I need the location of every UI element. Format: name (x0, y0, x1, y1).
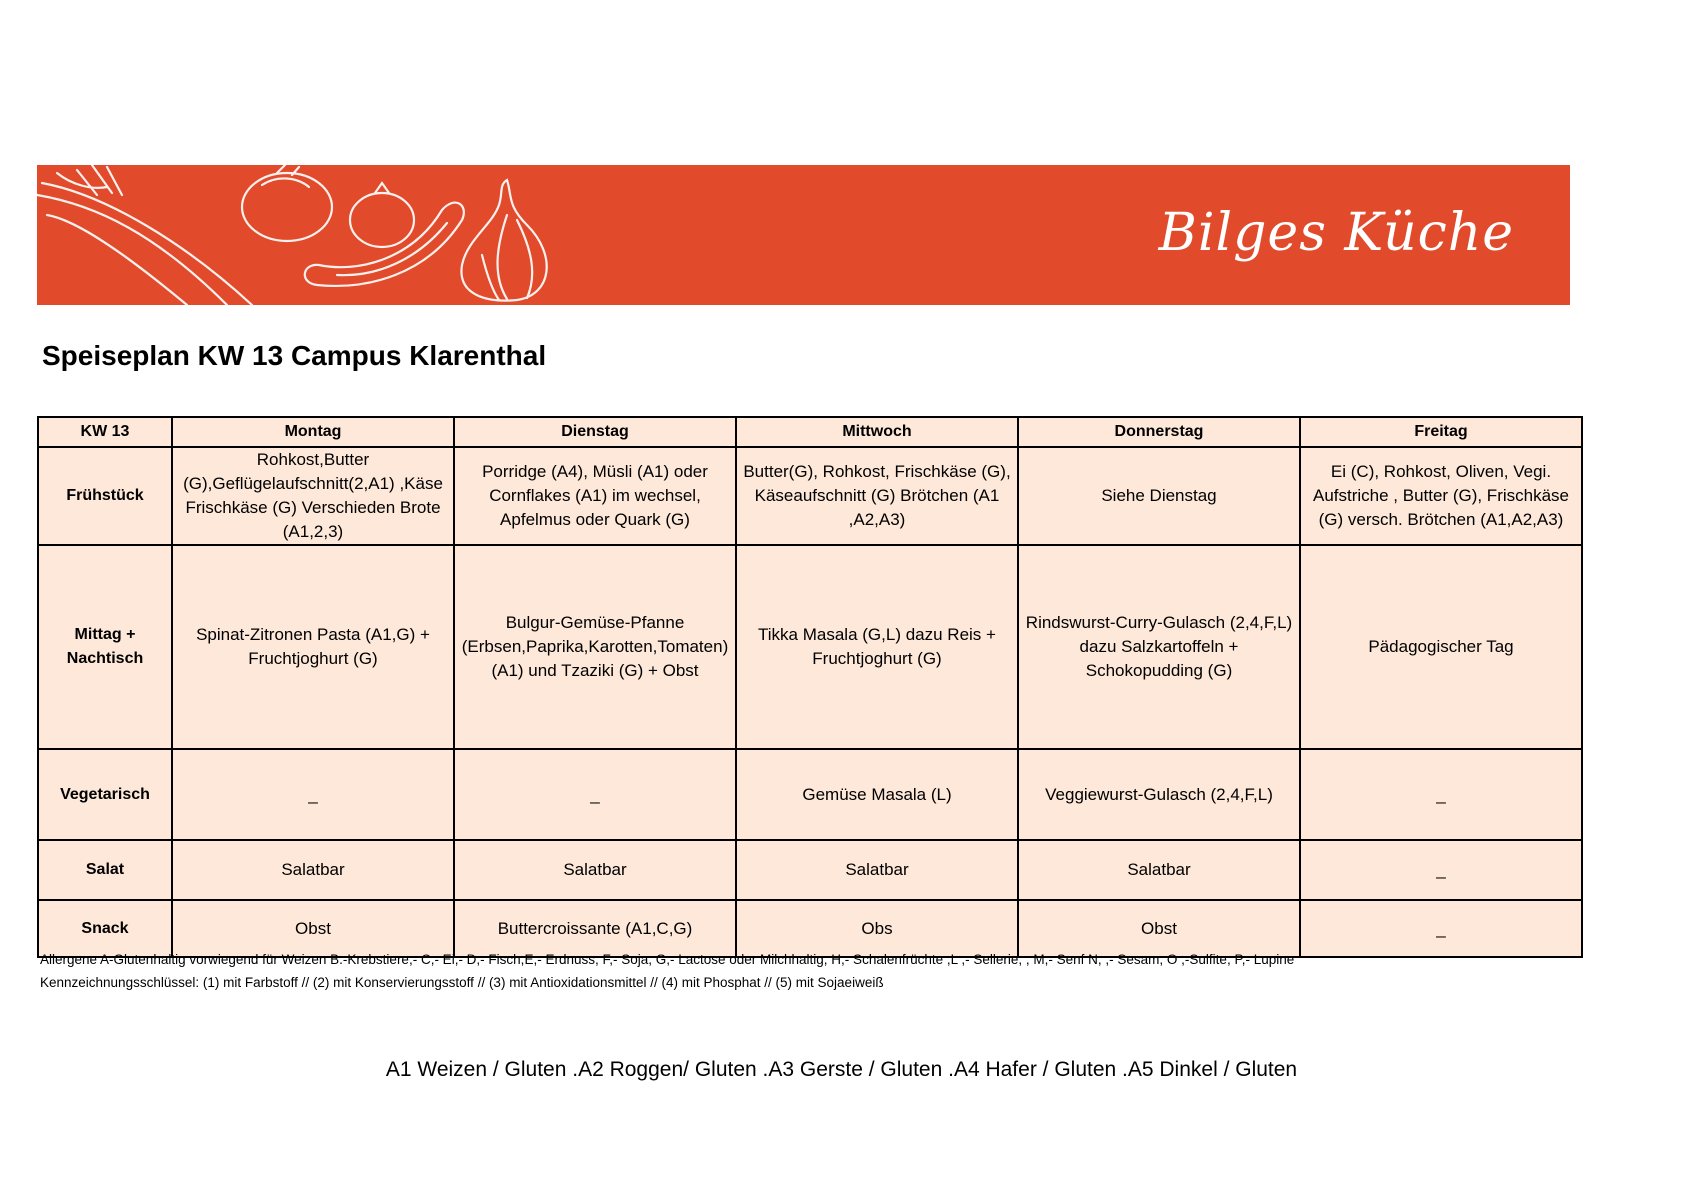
table-row-snack (38, 900, 1582, 957)
vegetable-sketch-icon (37, 165, 577, 305)
menu-cell: Salatbar (454, 840, 736, 900)
header-banner (37, 165, 1570, 305)
menu-cell: Porridge (A4), Müsli (A1) oder Cornflakes (A1) im wechsel, Apfelmus oder Quark (G) (454, 447, 736, 545)
menu-cell: Rohkost,Butter (G),Geflügelaufschnitt(2,A1) ,Käse Frischkäse (G) Verschieden Brote (A1,2,3) (172, 447, 454, 545)
menu-cell: Obst (1018, 900, 1300, 957)
menu-cell: Tikka Masala (G,L) dazu Reis + Fruchtjoghurt (G) (736, 545, 1018, 749)
menu-table (37, 416, 1583, 958)
day-header-mittwoch: Mittwoch (736, 417, 1018, 447)
menu-cell: Salatbar (736, 840, 1018, 900)
menu-cell: _ (1300, 749, 1582, 840)
menu-cell: Obs (736, 900, 1018, 957)
menu-cell: Pädagogischer Tag (1300, 545, 1582, 749)
row-label: Salat (38, 840, 172, 900)
row-label: Mittag + Nachtisch (38, 545, 172, 749)
day-header-donnerstag: Donnerstag (1018, 417, 1300, 447)
day-header-montag: Montag (172, 417, 454, 447)
menu-cell: Bulgur-Gemüse-Pfanne (Erbsen,Paprika,Karotten,Tomaten)(A1) und Tzaziki (G) + Obst (454, 545, 736, 749)
table-row-mittag (38, 545, 1582, 749)
menu-cell: Salatbar (1018, 840, 1300, 900)
page-title: Speiseplan KW 13 Campus Klarenthal (42, 340, 547, 371)
menu-cell: Obst (172, 900, 454, 957)
table-row-salat (38, 840, 1582, 900)
menu-cell: Butter(G), Rohkost, Frischkäse (G), Käseaufschnitt (G) Brötchen (A1 ,A2,A3) (736, 447, 1018, 545)
row-label: Snack (38, 900, 172, 957)
allergen-legend: Allergene A-Glutenhaltig vorwiegend für Weizen B.-Krebstiere,- C,- Ei,- D,- Fisch,E,- Erdnuss, F,- Soja, G,- Lactose oder Milchhaltig, H,- Schalenfrüchte ,L ,- Sellerie, , M,- Senf N, ,- Sesam, O ,-Sulfite, P,- Lupine (40, 952, 1295, 967)
menu-cell: _ (1300, 840, 1582, 900)
menu-cell: Spinat-Zitronen Pasta (A1,G) + Fruchtjoghurt (G) (172, 545, 454, 749)
brand-logo-text: Bilges Küche (1158, 203, 1514, 263)
menu-cell: Veggiewurst-Gulasch (2,4,F,L) (1018, 749, 1300, 840)
row-label: Frühstück (38, 447, 172, 545)
additive-key: Kennzeichnungsschlüssel: (1) mit Farbstoff // (2) mit Konservierungsstoff // (3) mit Antioxidationsmittel // (4) mit Phosphat // (5) mit Sojaeiweiß (40, 975, 884, 990)
table-row-fruehstueck (38, 447, 1582, 545)
table-row-vegetarisch (38, 749, 1582, 840)
row-label: Vegetarisch (38, 749, 172, 840)
menu-cell: _ (454, 749, 736, 840)
menu-cell: Ei (C), Rohkost, Oliven, Vegi. Aufstriche , Butter (G), Frischkäse (G) versch. Brötchen (A1,A2,A3) (1300, 447, 1582, 545)
grain-footnote: A1 Weizen / Gluten .A2 Roggen/ Gluten .A3 Gerste / Gluten .A4 Hafer / Gluten .A5 Dinkel / Gluten (385, 1058, 1298, 1081)
menu-cell: _ (172, 749, 454, 840)
menu-cell: Gemüse Masala (L) (736, 749, 1018, 840)
menu-cell: Buttercroissante (A1,C,G) (454, 900, 736, 957)
day-header-freitag: Freitag (1300, 417, 1582, 447)
menu-cell: Rindswurst-Curry-Gulasch (2,4,F,L) dazu Salzkartoffeln + Schokopudding (G) (1018, 545, 1300, 749)
day-header-dienstag: Dienstag (454, 417, 736, 447)
menu-cell: Siehe Dienstag (1018, 447, 1300, 545)
corner-label: KW 13 (38, 417, 172, 447)
menu-cell: Salatbar (172, 840, 454, 900)
table-header-row (38, 417, 1582, 447)
menu-cell: _ (1300, 900, 1582, 957)
